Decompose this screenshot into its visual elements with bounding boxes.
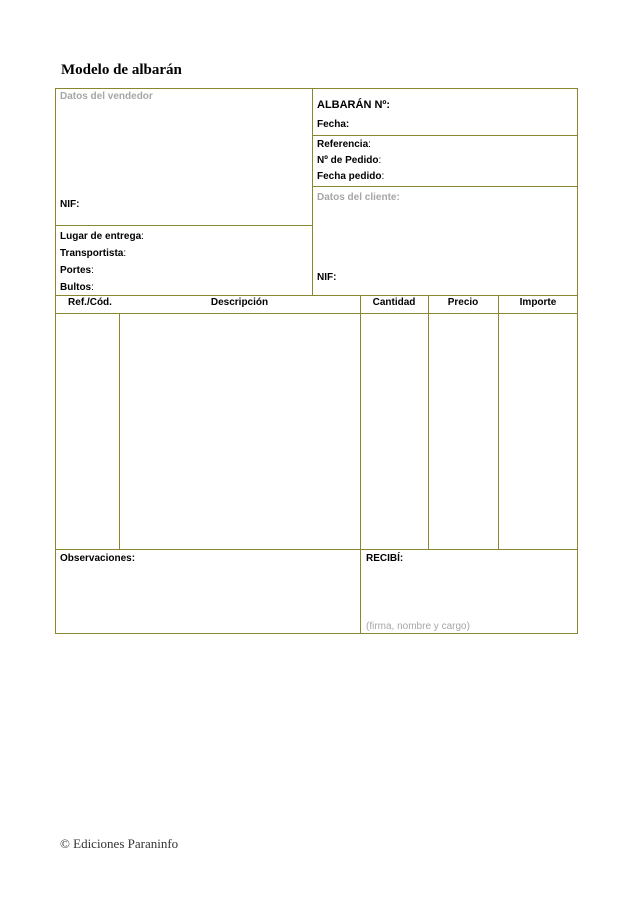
page-title: Modelo de albarán: [61, 62, 182, 78]
footer-copyright: © Ediciones Paraninfo: [60, 836, 179, 851]
albaran-fecha: Fecha:: [317, 119, 350, 130]
albaran-pedido: Nº de Pedido:: [317, 155, 382, 166]
albaran-fecha-pedido: Fecha pedido:: [317, 171, 385, 182]
delivery-portes: Portes:: [60, 265, 94, 276]
albaran-number-label: ALBARÁN Nº:: [317, 99, 391, 111]
col-precio: Precio: [447, 297, 479, 308]
albaran-referencia: Referencia:: [317, 139, 371, 150]
seller-label: Datos del vendedor: [60, 91, 153, 102]
client-nif: NIF:: [317, 272, 337, 283]
items-table: [55, 295, 578, 550]
col-divider-3: [428, 295, 429, 550]
delivery-bultos: Bultos:: [60, 282, 94, 293]
col-ref: Ref./Cód.: [68, 297, 112, 308]
col-importe: Importe: [519, 297, 557, 308]
col-divider-1: [119, 313, 120, 550]
col-divider-2: [360, 295, 361, 550]
recibi-label: RECIBÍ:: [366, 553, 404, 564]
observaciones-label: Observaciones:: [60, 553, 136, 564]
col-cantidad: Cantidad: [372, 297, 416, 308]
albaran-box: [312, 88, 578, 136]
delivery-transportista: Transportista:: [60, 248, 127, 259]
bottom-divider: [360, 549, 361, 634]
recibi-hint: (firma, nombre y cargo): [366, 621, 470, 632]
client-label: Datos del cliente:: [317, 192, 400, 203]
col-descripcion: Descripción: [210, 297, 269, 308]
items-header-divider: [55, 313, 578, 314]
seller-nif: NIF:: [60, 199, 80, 210]
col-divider-4: [498, 295, 499, 550]
seller-box: [55, 88, 313, 226]
delivery-lugar: Lugar de entrega:: [60, 231, 144, 242]
